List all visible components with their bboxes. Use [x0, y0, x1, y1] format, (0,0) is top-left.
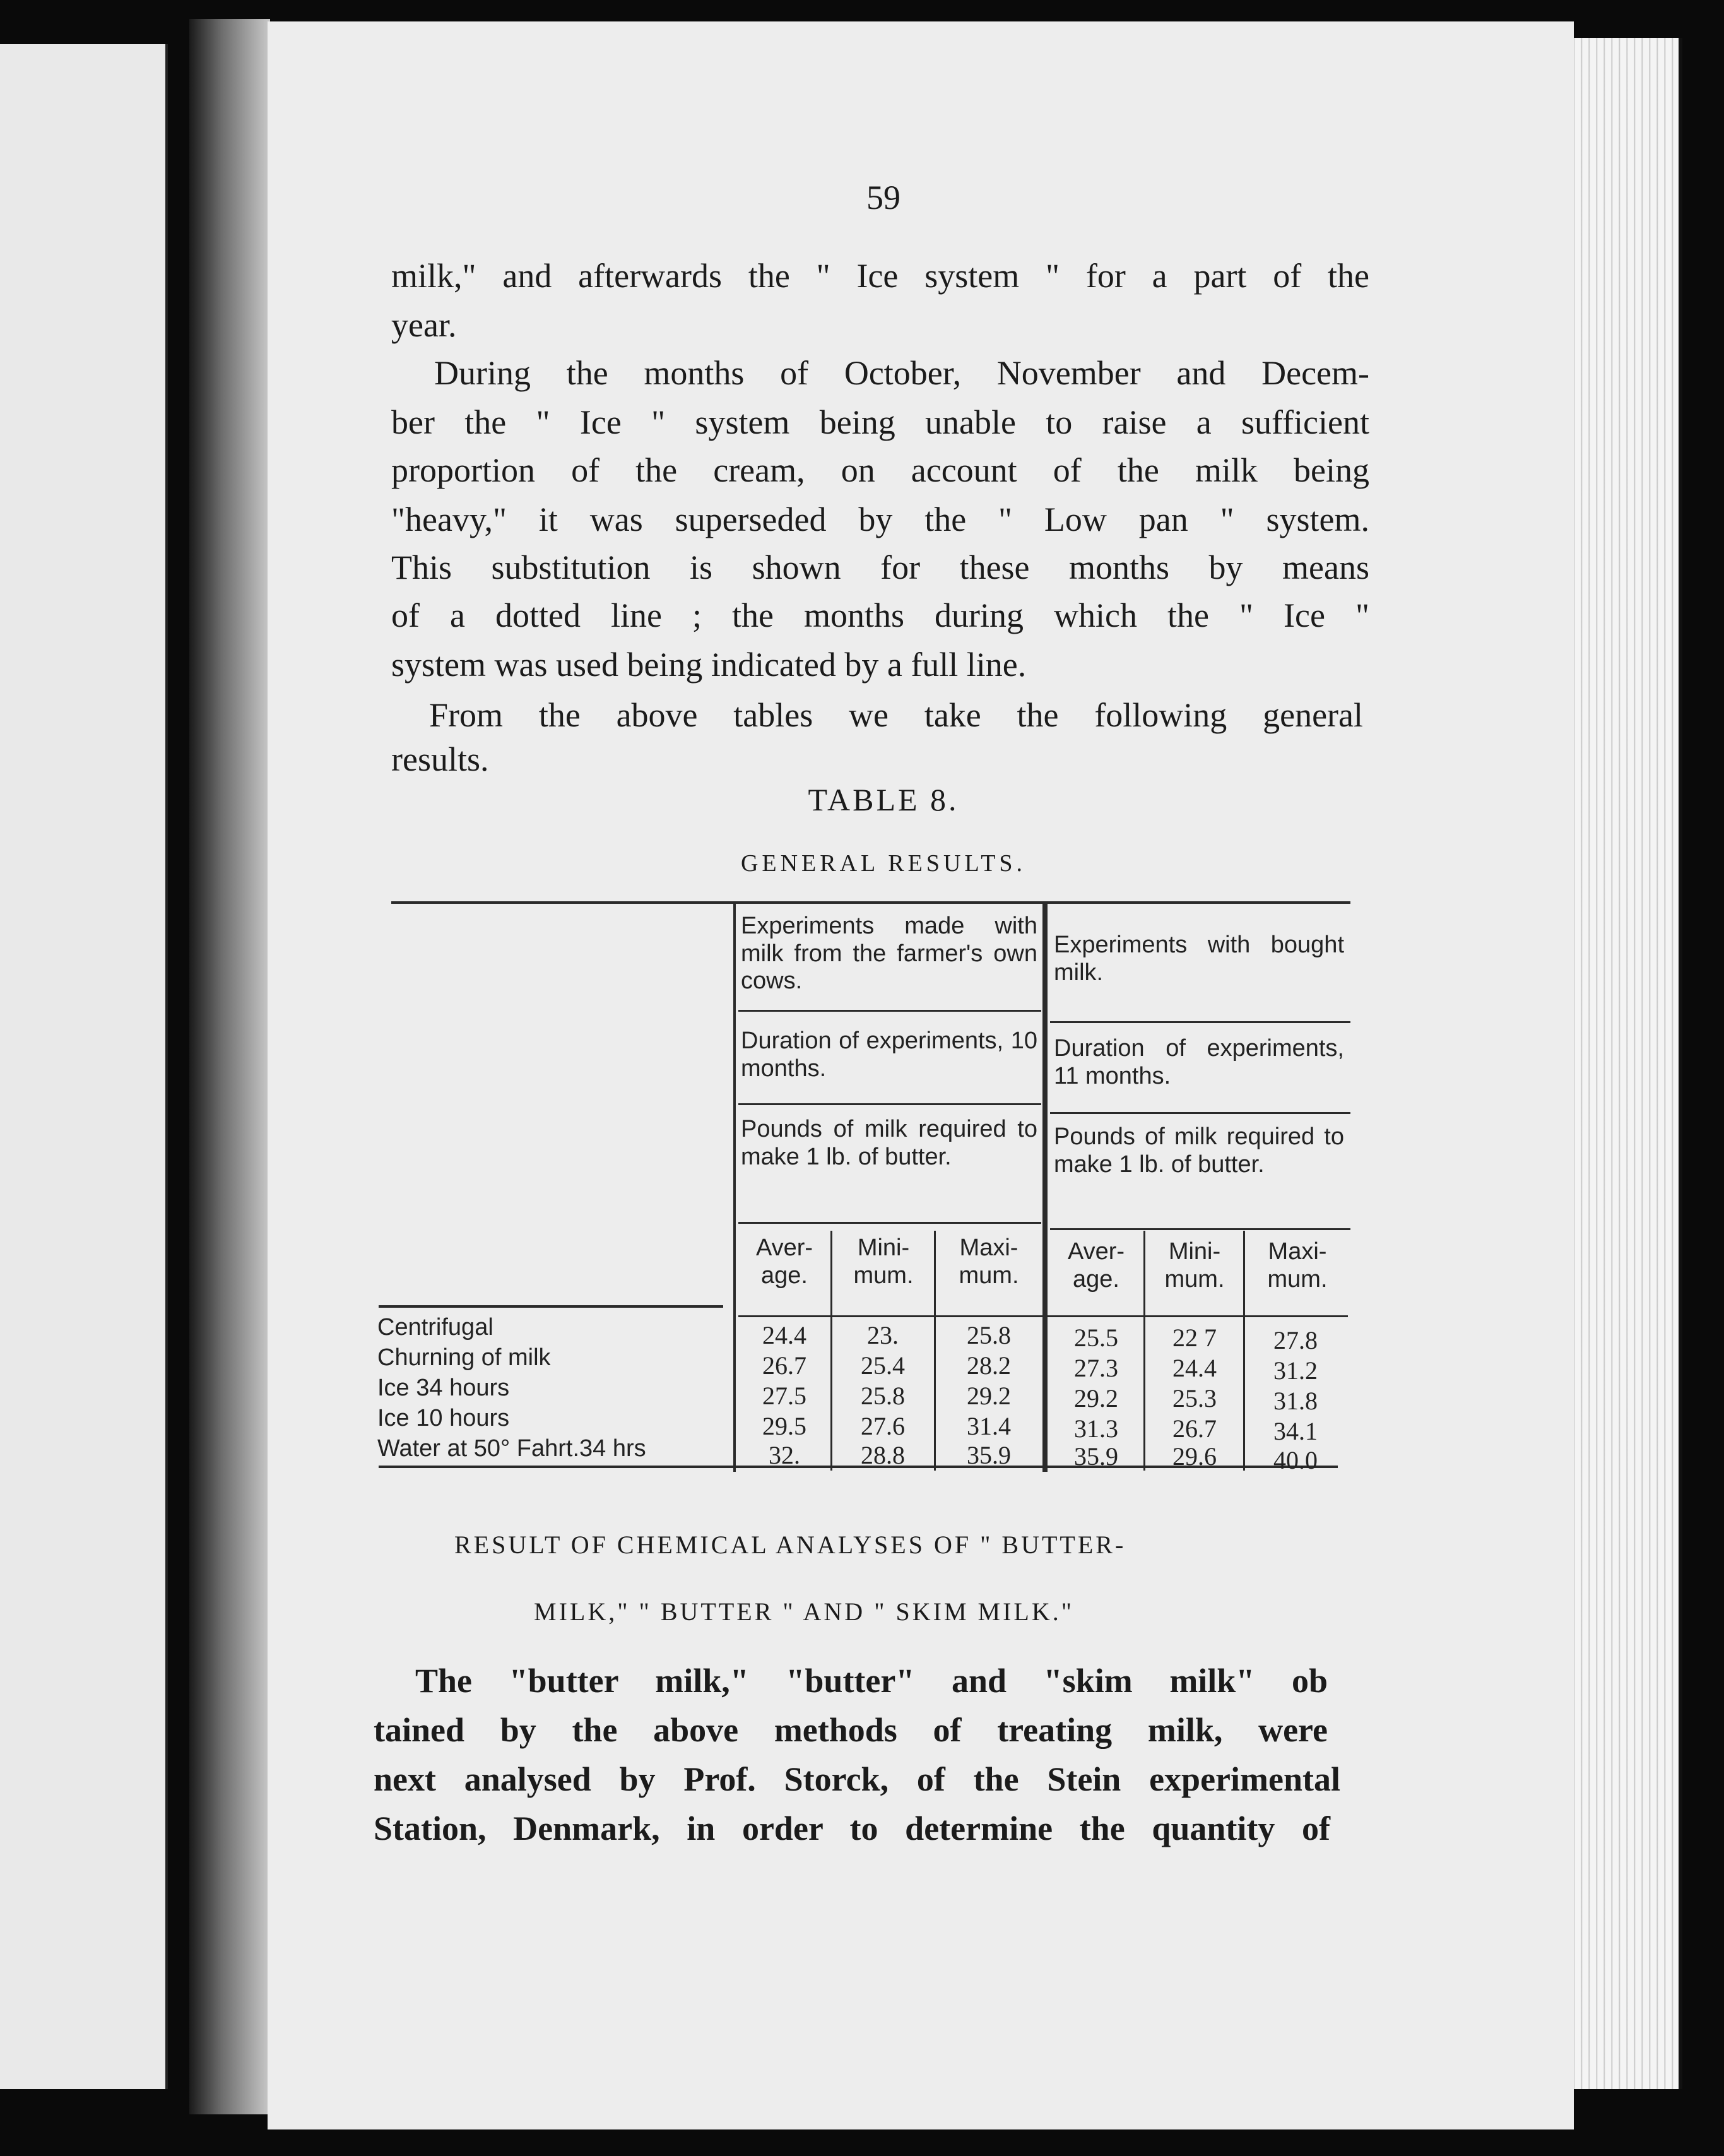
col-divider-2: [934, 1231, 936, 1471]
paragraph-2-line-1: During the months of October, November and Decem-: [434, 354, 1369, 392]
col-divider-4: [1243, 1231, 1245, 1471]
cell-r5-c1: 32.: [769, 1441, 800, 1469]
col-header-maximum-2: Maxi- mum.: [1267, 1238, 1328, 1293]
group1-rule-3: [738, 1222, 1041, 1224]
paragraph-4-line-3: next analysed by Prof. Storck, of the Stein experimental: [374, 1760, 1340, 1798]
table-subtitle: GENERAL RESULTS.: [740, 850, 1027, 877]
paragraph-2-line-2: ber the " Ice " system being unable to raise a sufficient: [391, 403, 1369, 441]
col-header-average-1: Aver- age.: [755, 1235, 813, 1289]
cell-r2-c1: 26.7: [762, 1351, 806, 1380]
paragraph-1-line-1: milk," and afterwards the " Ice system " for a part of the: [391, 257, 1369, 295]
cell-r1-c2: 23.: [867, 1321, 899, 1349]
cell-r5-c3: 35.9: [967, 1441, 1011, 1469]
paragraph-4-line-1: The "butter milk," "butter" and "skim milk" ob: [415, 1662, 1328, 1700]
paragraph-2-line-4: "heavy," it was superseded by the " Low pan " system.: [391, 500, 1369, 538]
cell-r1-c4: 25.5: [1074, 1324, 1118, 1352]
col-header-minimum-2: Mini- mum.: [1164, 1238, 1225, 1293]
paragraph-1-line-2: year.: [391, 306, 457, 344]
cell-r1-c6: 27.8: [1273, 1326, 1318, 1354]
paragraph-3-line-2: results.: [391, 740, 489, 778]
table-group-divider: [1042, 904, 1048, 1472]
cell-r4-c5: 26.7: [1172, 1414, 1217, 1443]
cell-r3-c3: 29.2: [967, 1382, 1011, 1410]
paragraph-3-line-1: From the above tables we take the following general: [429, 696, 1363, 734]
paragraph-2-line-6: of a dotted line ; the months during which the " Ice ": [391, 596, 1369, 634]
paragraph-2-line-7: system was used being indicated by a full line.: [391, 646, 1027, 684]
group1-rule-2: [738, 1103, 1041, 1105]
cell-r3-c2: 25.8: [861, 1382, 905, 1410]
cell-r5-c2: 28.8: [861, 1441, 905, 1469]
table-title: TABLE 8.: [808, 782, 959, 817]
col-header-average-2: Aver- age.: [1067, 1238, 1125, 1293]
table-stub-divider: [733, 904, 736, 1472]
group2-header: Experiments with bought milk.: [1054, 932, 1344, 986]
group1-duration: Duration of experiments, 10 months.: [741, 1028, 1037, 1082]
cell-r5-c5: 29.6: [1172, 1442, 1217, 1471]
cell-r3-c5: 25.3: [1172, 1384, 1217, 1413]
paragraph-2-line-3: proportion of the cream, on account of the milk being: [391, 451, 1369, 489]
col-header-minimum-1: Mini- mum.: [853, 1235, 914, 1289]
cell-r3-c6: 31.8: [1273, 1387, 1318, 1415]
cell-r4-c6: 34.1: [1273, 1417, 1318, 1445]
cell-r3-c1: 27.5: [762, 1382, 806, 1410]
page-number: 59: [866, 179, 900, 216]
cell-r2-c3: 28.2: [967, 1351, 1011, 1380]
table-top-rule: [391, 901, 1350, 904]
paragraph-2-line-5: This substitution is shown for these months by means: [391, 548, 1369, 586]
cell-r4-c2: 27.6: [861, 1412, 905, 1440]
cell-r4-c3: 31.4: [967, 1412, 1011, 1440]
column-header-rule: [738, 1315, 1348, 1317]
paragraph-4-line-4: Station, Denmark, in order to determine the quantity of: [374, 1810, 1330, 1847]
cell-r3-c4: 29.2: [1074, 1384, 1118, 1413]
cell-r2-c6: 31.2: [1273, 1356, 1318, 1385]
row-label-ice-34: Ice 34 hours: [377, 1375, 731, 1402]
cell-r1-c5: 22 7: [1172, 1324, 1217, 1352]
col-divider-3: [1143, 1231, 1145, 1471]
cell-r2-c5: 24.4: [1172, 1354, 1217, 1382]
group2-measure: Pounds of milk required to make 1 lb. of butter.: [1054, 1123, 1344, 1178]
facing-page: [0, 44, 168, 2089]
row-label-ice-10: Ice 10 hours: [377, 1405, 731, 1432]
group2-rule-2: [1050, 1112, 1350, 1114]
section-heading-line-1: RESULT OF CHEMICAL ANALYSES OF " BUTTER-: [454, 1531, 1126, 1559]
group2-duration: Duration of experiments, 11 months.: [1054, 1035, 1344, 1089]
cell-r2-c4: 27.3: [1074, 1354, 1118, 1382]
group1-header: Experiments made with milk from the farmer's own cows.: [741, 913, 1037, 995]
row-label-centrifugal: Centrifugal: [377, 1314, 731, 1341]
row-label-water: Water at 50° Fahrt.34 hrs: [377, 1435, 731, 1462]
cell-r1-c1: 24.4: [762, 1321, 806, 1349]
book-gutter: [189, 19, 270, 2114]
cell-r5-c4: 35.9: [1074, 1442, 1118, 1471]
col-header-maximum-1: Maxi- mum.: [959, 1235, 1019, 1289]
group1-rule-1: [738, 1010, 1041, 1012]
row-label-churning: Churning of milk: [377, 1344, 731, 1371]
cell-r5-c6: 40.0: [1273, 1446, 1318, 1474]
cell-r4-c1: 29.5: [762, 1412, 806, 1440]
paragraph-4-line-2: tained by the above methods of treating milk, were: [374, 1711, 1328, 1749]
section-heading-line-2: MILK," " BUTTER " AND " SKIM MILK.": [534, 1597, 1075, 1626]
stub-header-rule: [379, 1305, 723, 1308]
cell-r4-c4: 31.3: [1074, 1414, 1118, 1443]
cell-r1-c3: 25.8: [967, 1321, 1011, 1349]
group1-measure: Pounds of milk required to make 1 lb. of butter.: [741, 1116, 1037, 1170]
group2-rule-3: [1050, 1228, 1350, 1230]
cell-r2-c2: 25.4: [861, 1351, 905, 1380]
group2-rule-1: [1050, 1021, 1350, 1023]
